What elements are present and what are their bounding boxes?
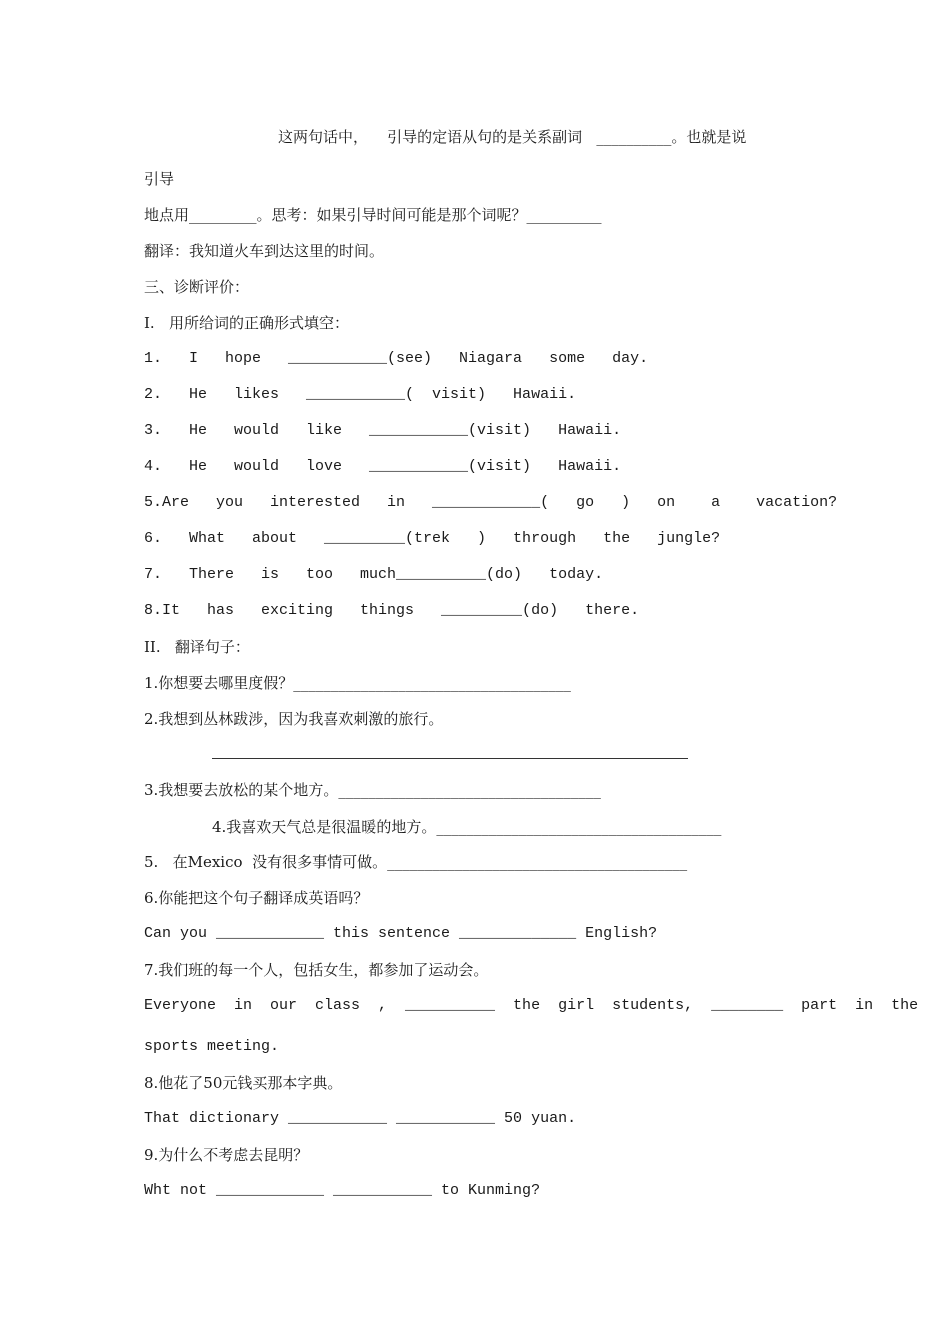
translation-item: 7.我们班的每一个人，包括女生，都参加了运动会。 bbox=[144, 961, 489, 979]
intro-line-1: 这两句话中， 引导的定语从句的是关系副词 __________。也就是说 bbox=[278, 128, 747, 146]
translation-item: 9.为什么不考虑去昆明？ bbox=[144, 1146, 309, 1164]
translation-item: 5. 在Mexico 没有很多事情可做。________________________________________ bbox=[144, 853, 688, 871]
part1-heading: I. 用所给词的正确形式填空： bbox=[144, 314, 349, 332]
translation-answer: That dictionary ___________ ___________ 50 yuan. bbox=[144, 1110, 577, 1127]
translation-answer: Can you ____________ this sentence _____________ English? bbox=[144, 925, 658, 942]
translation-answer: Wht not ____________ ___________ to Kunming? bbox=[144, 1182, 541, 1199]
translation-answer: sports meeting. bbox=[144, 1038, 280, 1055]
translation-item: 8.他花了50元钱买那本字典。 bbox=[144, 1074, 343, 1092]
exercise-item: 8.It has exciting things _________(do) there. bbox=[144, 602, 640, 619]
exercise-item: 7. There is too much__________(do) today. bbox=[144, 566, 604, 583]
translation-item: 6.你能把这个句子翻译成英语吗？ bbox=[144, 889, 369, 907]
translation-item: 2.我想到丛林跋涉，因为我喜欢刺激的旅行。 bbox=[144, 710, 444, 728]
answer-line bbox=[212, 758, 688, 759]
translation-answer: Everyone in our class , __________ the girl students, ________ part in the bbox=[144, 997, 919, 1014]
intro-line-2: 引导 bbox=[144, 170, 175, 188]
intro-line-4: 翻译：我知道火车到达这里的时间。 bbox=[144, 242, 385, 260]
translation-item: 1.你想要去哪里度假？_____________________________________ bbox=[144, 674, 571, 692]
part2-heading: II. 翻译句子： bbox=[144, 638, 250, 656]
exercise-item: 3. He would like ___________(visit) Hawaii. bbox=[144, 422, 622, 439]
translation-item: 4.我喜欢天气总是很温暖的地方。______________________________________ bbox=[212, 818, 722, 836]
translation-item: 3.我想要去放松的某个地方。___________________________________ bbox=[144, 781, 601, 799]
intro-line-3: 地点用_________。思考：如果引导时间可能是那个词呢？__________ bbox=[144, 206, 602, 224]
exercise-item: 2. He likes ___________( visit) Hawaii. bbox=[144, 386, 577, 403]
exercise-item: 5.Are you interested in ____________( go ) on a vacation? bbox=[144, 494, 838, 511]
exercise-item: 6. What about _________(trek ) through the jungle? bbox=[144, 530, 721, 547]
section-title: 三、诊断评价： bbox=[144, 278, 250, 296]
exercise-item: 4. He would love ___________(visit) Hawaii. bbox=[144, 458, 622, 475]
exercise-item: 1. I hope ___________(see) Niagara some day. bbox=[144, 350, 649, 367]
